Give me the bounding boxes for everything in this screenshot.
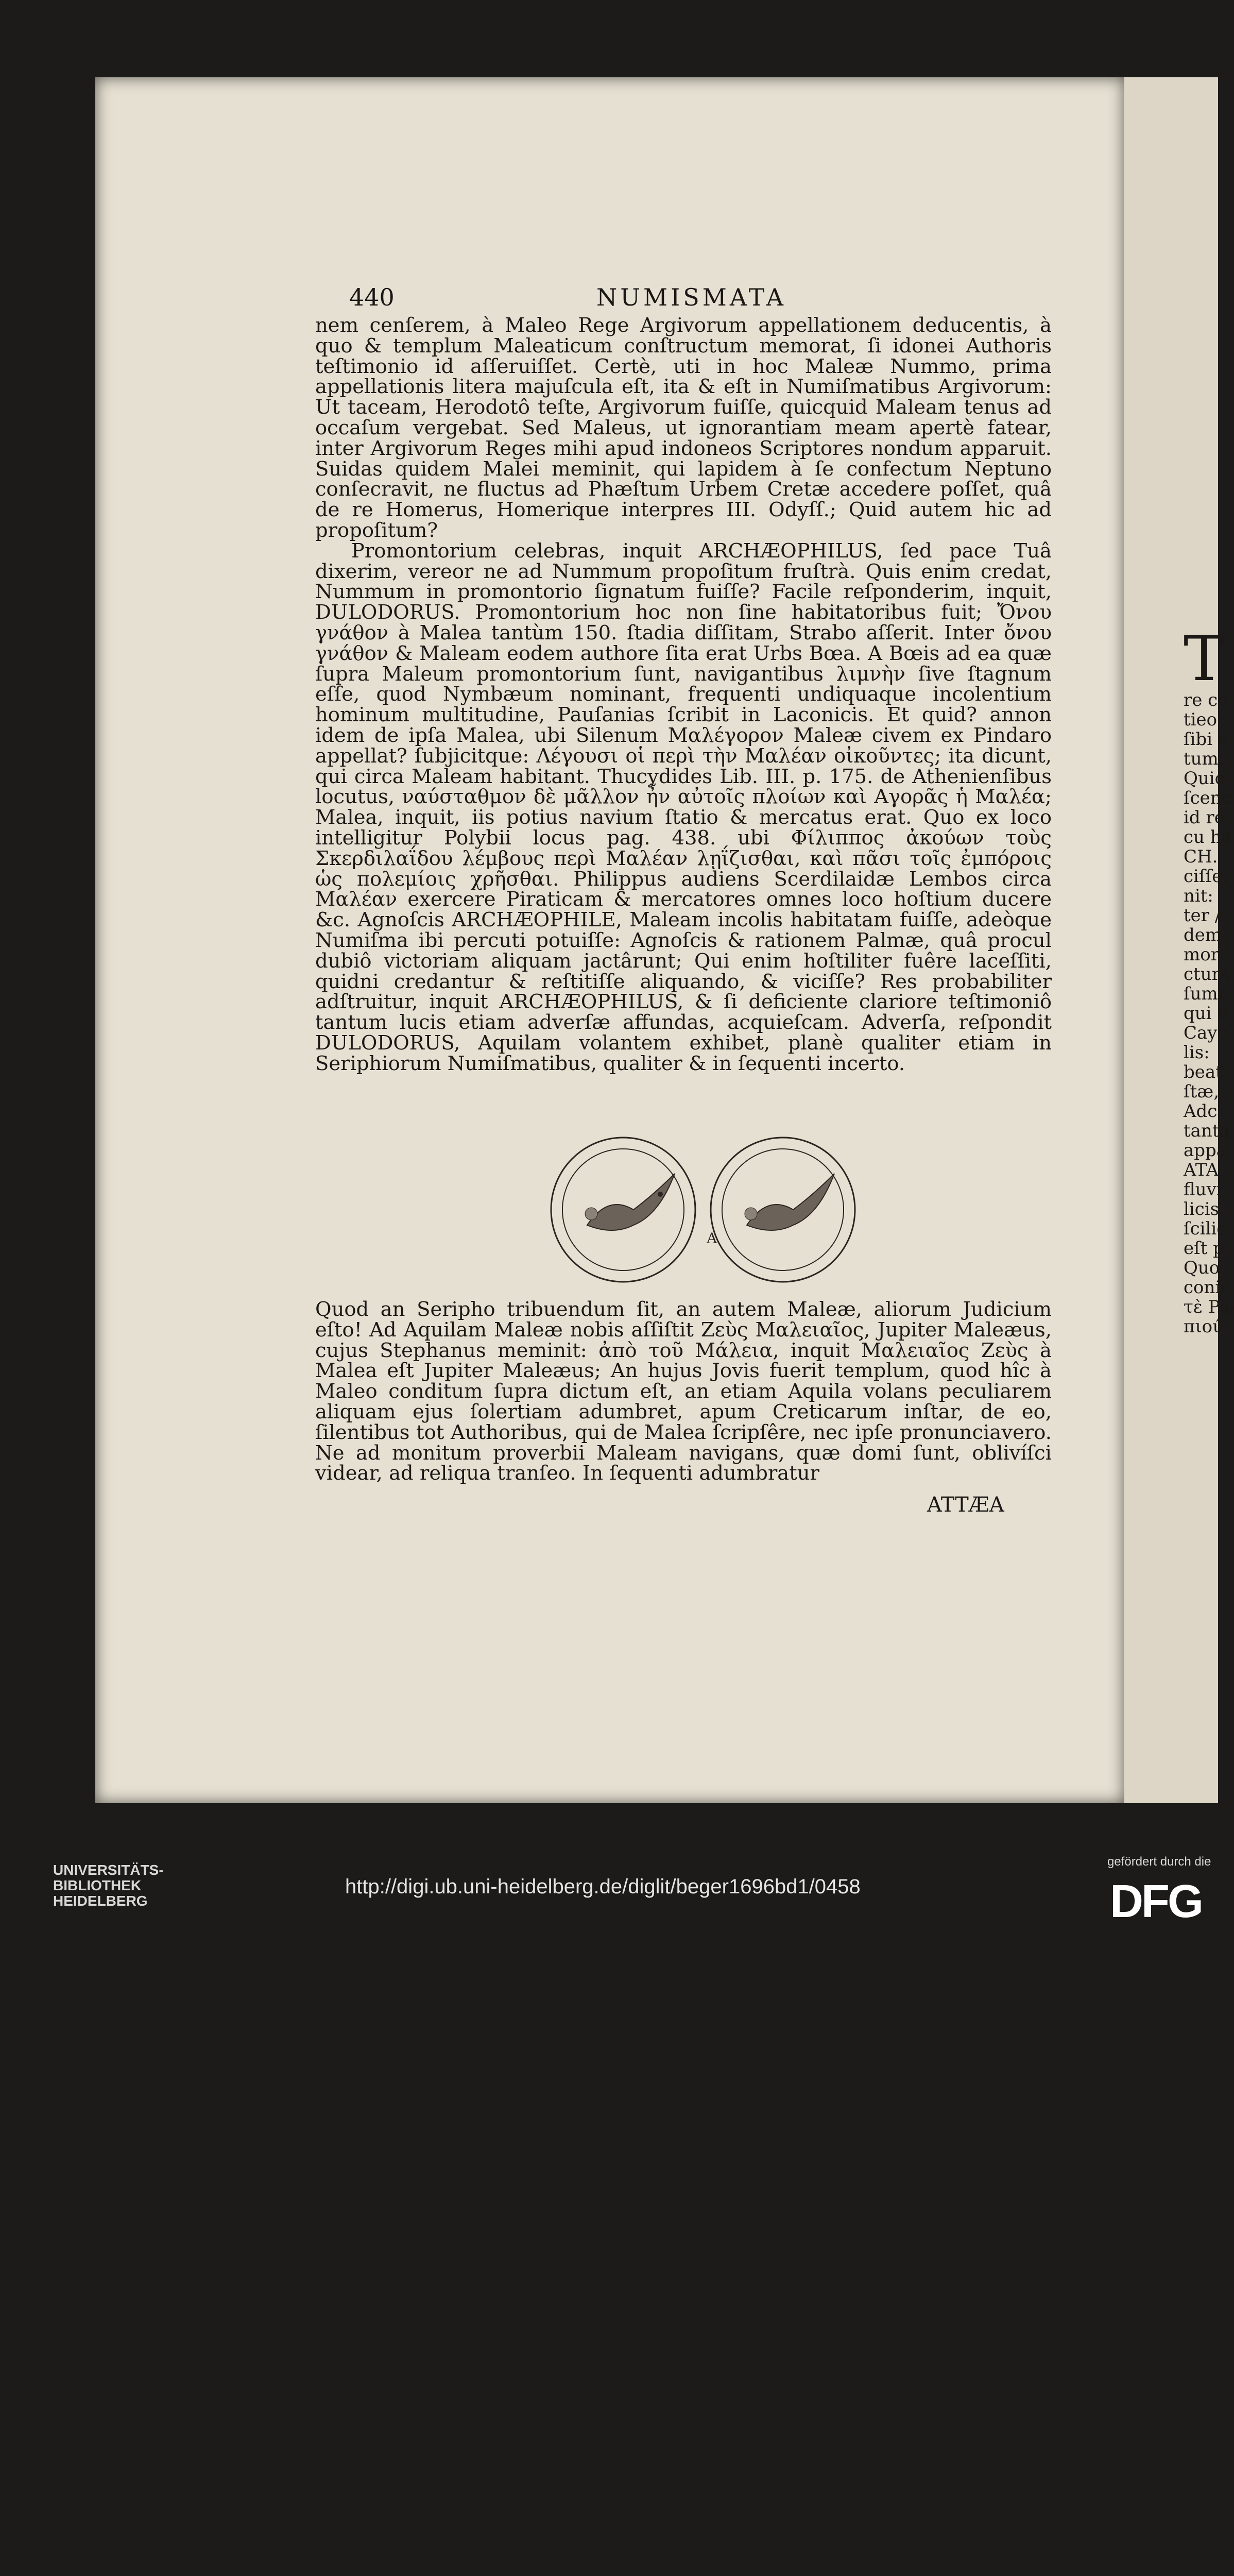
running-head: NUMISMATA	[596, 283, 786, 311]
library-line: BIBLIOTHEK	[53, 1877, 142, 1893]
facing-line: ſumr	[1184, 984, 1226, 1004]
facing-line: Cayc	[1184, 1023, 1227, 1043]
facing-line: re cc	[1184, 690, 1228, 710]
dfg-logo[interactable]: DFG	[1110, 1876, 1202, 1927]
catchword: ATTÆA	[927, 1493, 1004, 1517]
facing-line: qui e	[1184, 1003, 1228, 1024]
coin-left	[551, 1138, 695, 1282]
coin-right	[711, 1138, 855, 1282]
library-line: UNIVERSITÄTS-	[53, 1862, 164, 1878]
coin-label: A	[707, 1230, 717, 1247]
facing-page-text	[1184, 623, 1234, 1337]
facing-initial: T	[1184, 623, 1225, 695]
page-number: 440	[349, 283, 395, 311]
facing-line: πιού.	[1184, 1316, 1229, 1337]
paragraph-1: nem cenſerem, à Maleo Rege Argivorum appellationem deducentis, à quo & templum Maleaticum conſtructum memorat, ſi idonei Authoris teſtimonio id aſſeruiſſet. Certè, uti in hoc Maleæ Nummo, prima appellationis litera majuſcula eſt, ita & eſt in Numiſmatibus Argivorum: Ut taceam, Herodotô teſte, Argivorum fuiſſe, quicquid Maleam tenus ad occaſum vergebat. Sed Maleus, ut ignorantiam meam apertè fatear, inter Argivorum Reges mihi apud indoneos Scriptores nondum apparuit. Suidas quidem Malei meminit, qui lapidem à ſe confectum Neptuno conſecravit, ne fluctus ad Phæſtum Urbem Cretæ accedere poſſet, quâ de re Homerus, Homerique interpres III. Odyſſ.; Quid autem hic ad propoſitum?	[315, 314, 1052, 542]
library-line: HEIDELBERG	[53, 1893, 148, 1909]
facing-line: Quic	[1184, 768, 1225, 789]
coin-engraving	[546, 1132, 865, 1287]
facing-line: eſt p	[1184, 1238, 1224, 1259]
facing-line: appa	[1184, 1140, 1227, 1161]
facing-line: licis	[1184, 1199, 1220, 1219]
facing-line: fluvi	[1184, 1179, 1222, 1200]
paragraph-2: Promontorium celebras, inquit ARCHÆOPHILUS, ſed pace Tuâ dixerim, vereor ne ad Nummum propoſitum fruſtrà. Quis enim credat, Nummum in promontorio ſignatum fuiſſe? Facile reſponderim, inquit, DULODORUS. Promontorium hoc non ſine habitatoribus fuit; Ὄνου γνάθον à Malea tantùm 150. ſtadia diſſitam, Strabo aſſerit. Inter ὄνου γνάθον & Maleam eodem authore ſita erat Urbs Bœa. A Bœis ad ea quæ ſupra Maleum promontorium ſunt, navigantibus λιμνὴν ſive ſtagnum eſſe, quod Nymbæum nominant, frequenti undiquaque incolentium hominum multitudine, Pauſanias ſcribit in Laconicis. Et quid? annon idem de ipſa Malea, ubi Silenum Μαλέγορον Maleæ civem ex Pindaro appellat? ſubjicitque: Λέγουσι οἱ περὶ τὴν Μαλέαν οἰκοῦντες; ita dicunt, qui circa Maleam habitant. Thucydides Lib. III. p. 175. de Athenienſibus locutus, ναύσταθμον δὲ μᾶλλον ἦν αὐτοῖς πλοίων καὶ Αγορᾶς ἡ Μαλέα; Malea, inquit, iis potius navium ſtatio & mercatus erat. Quo ex loco intelligitur Polybii locus pag. 438. ubi Φίλιππος ἀκούων τοὺς Σκερδιλαΐδου λέμβους περὶ Μαλέαν λῃΐζισθαι, καὶ πᾶσι τοῖς ἐμπόροις ὡς πολεμίοις χρῆσθαι. Philippus audiens Scerdilaidæ Lembos circa Μαλέαν exercere Piraticam & mercatores omnes loco hoſtium ducere &c. Agnoſcis ARCHÆOPHILE, Maleam incolis habitatam fuiſſe, adeòque Numiſma ibi percuti potuiſſe: Agnoſcis & rationem Palmæ, quâ procul dubiô victoriam aliquam jactârunt; Qui enim hoſtiliter fuêre laceſſiti, quidni credantur & reſtitiſſe aliquando, & viciſſe? Res probabiliter adſtruitur, inquit ARCHÆOPHILUS, & ſi deficiente clariore teſtimoniô tantum lucis etiam adverſæ affundas, acquieſcam. Adverſa, reſpondit DULODORUS, Aquilam volantem exhibet, planè qualiter etiam in Seriphiorum Numiſmatibus, qualiter & in ſequenti incerto.	[315, 539, 1052, 1075]
facing-line: tum.	[1184, 749, 1224, 769]
facing-line: mor	[1184, 944, 1219, 965]
facing-line: id re	[1184, 807, 1225, 828]
facing-line: conic	[1184, 1277, 1231, 1298]
paragraph-3: Quod an Seripho tribuendum ſit, an autem Maleæ, aliorum Judicium eſto! Ad Aquilam Maleæ nobis aſſiſtit Ζεὺς Μαλειαῖος, Jupiter Maleæus, cujus Stephanus meminit: ἀπὸ τοῦ Μάλεια, inquit Μαλειαῖος Ζεὺς à Malea eſt Jupiter Maleæus; An hujus Jovis fuerit templum, quod hîc à Maleo conditum ſupra dictum eſt, an etiam Aquila volans peculiarem aliquam ejus ſolertiam adumbret, apum Creticarum inſtar, de eo, ſilentibus tot Authoribus, qui de Malea ſcripſêre, nec ipſe pronunciavero. Ne ad monitum proverbii Maleam navigans, quæ domi ſunt, oblivíſci videar, ad reliqua tranſeo. In ſequenti adumbratur	[315, 1298, 1052, 1485]
facing-line: Quo	[1184, 1258, 1220, 1278]
permalink-url[interactable]: http://digi.ub.uni-heidelberg.de/diglit/beger1696bd1/0458	[345, 1875, 861, 1898]
facing-line: beat	[1184, 1062, 1223, 1082]
facing-line: lis:	[1184, 1042, 1210, 1063]
facing-line: ciſſe.	[1184, 866, 1228, 887]
facing-line: ter /	[1184, 905, 1221, 926]
facing-line: ſcilic	[1184, 1218, 1227, 1239]
facing-line: CH.	[1184, 846, 1218, 867]
facing-line: τὲ Ρω	[1184, 1297, 1234, 1317]
main-text	[315, 315, 1052, 1074]
facing-line: ATA	[1184, 1160, 1219, 1180]
facing-line: ſtæ,	[1184, 1081, 1220, 1102]
facing-line: ctura	[1184, 964, 1231, 985]
facing-line: ſcenc	[1184, 788, 1231, 808]
page-header	[349, 283, 1044, 314]
facing-line: ſibi c	[1184, 729, 1228, 750]
facing-line: dem	[1184, 925, 1222, 945]
facing-line: nit:	[1184, 886, 1213, 906]
funding-note: gefördert durch die	[1107, 1855, 1211, 1869]
facing-line: tieo	[1184, 709, 1218, 730]
library-name	[53, 1862, 208, 1909]
facing-line: Adc	[1184, 1101, 1218, 1122]
facing-line: cu ha	[1184, 827, 1232, 848]
facing-line: tanta	[1184, 1121, 1230, 1141]
